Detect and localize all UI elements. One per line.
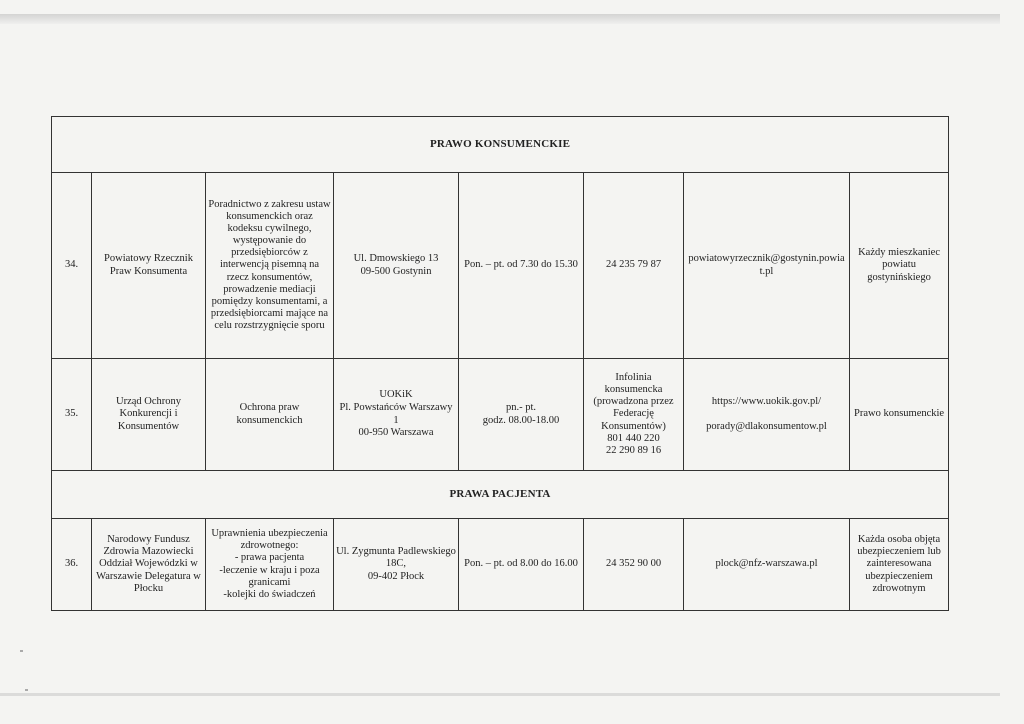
institution-name: Powiatowy Rzecznik Praw Konsumenta — [92, 173, 206, 359]
scope-of-help: Ochrona praw konsumenckich — [206, 359, 334, 471]
institution-name: Urząd Ochrony Konkurencji i Konsumentów — [92, 359, 206, 471]
section-header-row — [52, 117, 949, 173]
scope-of-help: Poradnictwo z zakresu ustaw konsumenckich oraz kodeksu cywilnego, występowanie do przedsiębiorców z interwencją pisemną na rzecz konsumentów, prowadzenie mediacji pomiędzy konsumentami, a przedsiębiorcami mające na celu rozstrzygnięcie sporu — [206, 173, 334, 359]
section-title: PRAWO KONSUMENCKIE — [52, 117, 949, 173]
eligibility: Każda osoba objęta ubezpieczeniem lub zainteresowana ubezpieczeniem zdrowotnym — [850, 519, 949, 611]
section-header-row — [52, 471, 949, 519]
opening-hours: pn.- pt. godz. 08.00-18.00 — [459, 359, 584, 471]
row-number: 35. — [52, 359, 92, 471]
eligibility: Prawo konsumenckie — [850, 359, 949, 471]
address: Ul. Dmowskiego 13 09-500 Gostynin — [334, 173, 459, 359]
contact-email[interactable]: plock@nfz-warszawa.pl — [684, 519, 850, 611]
row-number: 34. — [52, 173, 92, 359]
phone: 24 352 90 00 — [584, 519, 684, 611]
opening-hours: Pon. – pt. od 8.00 do 16.00 — [459, 519, 584, 611]
table-row — [52, 359, 949, 471]
scan-speck — [25, 689, 28, 691]
scan-speck — [20, 650, 23, 652]
phone: Infolinia konsumencka (prowadzona przez Federację Konsumentów) 801 440 220 22 290 89 16 — [584, 359, 684, 471]
eligibility: Każdy mieszkaniec powiatu gostynińskiego — [850, 173, 949, 359]
scan-edge-top — [0, 14, 1000, 24]
contact-links[interactable]: https://www.uokik.gov.pl/ porady@dlakonsumentow.pl — [684, 359, 850, 471]
table-row — [52, 173, 949, 359]
contact-email[interactable]: powiatowyrzecznik@gostynin.powiat.pl — [684, 173, 850, 359]
section-title: PRAWA PACJENTA — [52, 471, 949, 519]
address: Ul. Zygmunta Padlewskiego 18C, 09-402 Płock — [334, 519, 459, 611]
scope-of-help: Uprawnienia ubezpieczenia zdrowotnego: - prawa pacjenta -leczenie w kraju i poza granicami -kolejki do świadczeń — [206, 519, 334, 611]
address: UOKiK Pl. Powstańców Warszawy 1 00-950 Warszawa — [334, 359, 459, 471]
table-row — [52, 519, 949, 611]
scan-edge-bottom — [0, 693, 1000, 696]
opening-hours: Pon. – pt. od 7.30 do 15.30 — [459, 173, 584, 359]
institution-name: Narodowy Fundusz Zdrowia Mazowiecki Oddział Wojewódzki w Warszawie Delegatura w Płocku — [92, 519, 206, 611]
row-number: 36. — [52, 519, 92, 611]
phone: 24 235 79 87 — [584, 173, 684, 359]
consumer-rights-table — [51, 116, 949, 611]
